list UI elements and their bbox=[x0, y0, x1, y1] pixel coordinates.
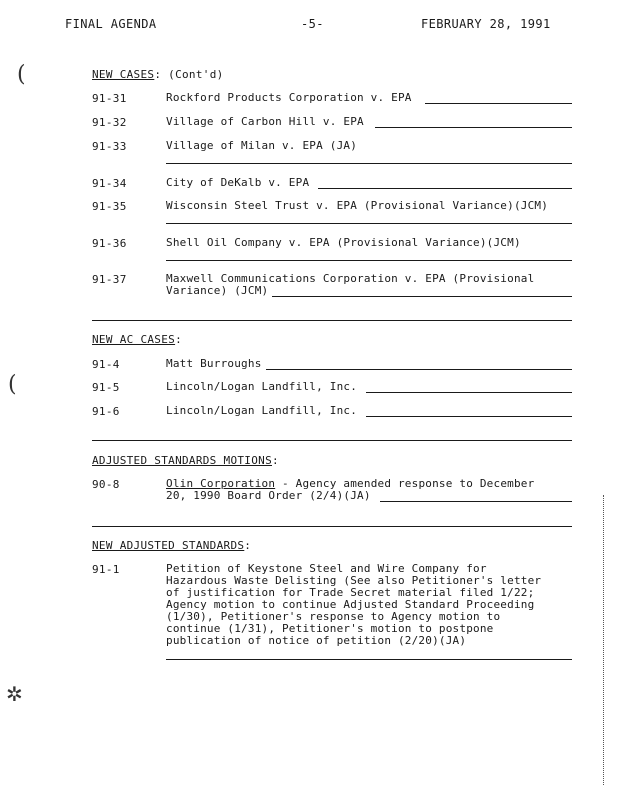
case-title-line2: Variance) (JCM) bbox=[166, 284, 269, 297]
section-new-ac-cases-title: NEW AC CASES bbox=[92, 333, 176, 346]
underline-rule bbox=[380, 501, 572, 502]
case-title-line1: Maxwell Communications Corporation v. EPA (Provisional bbox=[166, 272, 535, 285]
ac-case-number: 91-4 bbox=[92, 358, 120, 371]
case-title: Village of Carbon Hill v. EPA bbox=[166, 115, 364, 128]
motion-line1-rest: - Agency amended response to December bbox=[275, 477, 535, 490]
underline-rule bbox=[366, 392, 572, 393]
case-title: Wisconsin Steel Trust v. EPA (Provisional Variance)(JCM) bbox=[166, 199, 549, 212]
adjusted-standard-line: (1/30), Petitioner's response to Agency motion to bbox=[166, 610, 501, 623]
section-new-cases-title: NEW CASES bbox=[92, 68, 155, 81]
case-number: 91-36 bbox=[92, 237, 127, 250]
section-new-adjusted-title: NEW ADJUSTED STANDARDS bbox=[92, 539, 245, 552]
motion-line2: 20, 1990 Board Order (2/4)(JA) bbox=[166, 489, 371, 502]
scan-mark-middle: ( bbox=[8, 372, 17, 397]
ac-case-number: 91-5 bbox=[92, 381, 120, 394]
section-divider bbox=[92, 320, 572, 321]
underline-rule bbox=[318, 188, 572, 189]
section-new-ac-cases bbox=[92, 333, 182, 346]
section-adjusted-standards-motions bbox=[92, 454, 279, 467]
adjusted-standard-line: Agency motion to continue Adjusted Standard Proceeding bbox=[166, 598, 535, 611]
ac-case-title: Lincoln/Logan Landfill, Inc. bbox=[166, 380, 358, 393]
section-divider bbox=[92, 440, 572, 441]
underline-rule bbox=[272, 296, 572, 297]
underline-rule bbox=[266, 369, 572, 370]
header-title: FINAL AGENDA bbox=[65, 17, 157, 31]
case-number: 91-35 bbox=[92, 200, 127, 213]
header-date: FEBRUARY 28, 1991 bbox=[421, 17, 551, 31]
underline-rule bbox=[366, 416, 572, 417]
motion-number: 90-8 bbox=[92, 478, 120, 491]
section-divider bbox=[92, 526, 572, 527]
ac-case-title: Matt Burroughs bbox=[166, 357, 262, 370]
underline-rule bbox=[166, 163, 572, 164]
adjusted-standard-line: continue (1/31), Petitioner's motion to postpone bbox=[166, 622, 494, 635]
section-new-cases bbox=[92, 68, 224, 81]
case-title: Rockford Products Corporation v. EPA bbox=[166, 91, 412, 104]
adjusted-standard-number: 91-1 bbox=[92, 563, 120, 576]
adjusted-standard-line: Hazardous Waste Delisting (See also Petitioner's letter bbox=[166, 574, 542, 587]
scan-mark-top: ( bbox=[17, 62, 26, 87]
section-new-adjusted-standards bbox=[92, 539, 251, 552]
case-title: City of DeKalb v. EPA bbox=[166, 176, 310, 189]
motion-party: Olin Corporation bbox=[166, 477, 276, 490]
section-new-ac-cases-suffix: : bbox=[175, 333, 183, 346]
case-number: 91-31 bbox=[92, 92, 127, 105]
section-new-adjusted-suffix: : bbox=[244, 539, 252, 552]
section-new-cases-suffix: : (Cont'd) bbox=[154, 68, 224, 81]
scan-edge-line bbox=[603, 495, 604, 785]
ac-case-title: Lincoln/Logan Landfill, Inc. bbox=[166, 404, 358, 417]
scan-mark-bottom: ✲ bbox=[6, 682, 23, 706]
ac-case-number: 91-6 bbox=[92, 405, 120, 418]
underline-rule bbox=[375, 127, 572, 128]
underline-rule bbox=[166, 223, 572, 224]
adjusted-standard-line: Petition of Keystone Steel and Wire Company for bbox=[166, 562, 487, 575]
adjusted-standard-line: of justification for Trade Secret material filed 1/22; bbox=[166, 586, 535, 599]
case-title: Shell Oil Company v. EPA (Provisional Variance)(JCM) bbox=[166, 236, 521, 249]
case-number: 91-33 bbox=[92, 140, 127, 153]
section-adjusted-motions-title: ADJUSTED STANDARDS MOTIONS bbox=[92, 454, 272, 467]
section-adjusted-motions-suffix: : bbox=[272, 454, 279, 467]
adjusted-standard-line: publication of notice of petition (2/20)(JA) bbox=[166, 634, 467, 647]
underline-rule bbox=[166, 260, 572, 261]
underline-rule bbox=[166, 659, 572, 660]
case-title: Village of Milan v. EPA (JA) bbox=[166, 139, 358, 152]
case-number: 91-34 bbox=[92, 177, 127, 190]
case-number: 91-32 bbox=[92, 116, 127, 129]
page-number: -5- bbox=[301, 17, 324, 31]
case-number: 91-37 bbox=[92, 273, 127, 286]
underline-rule bbox=[425, 103, 572, 104]
